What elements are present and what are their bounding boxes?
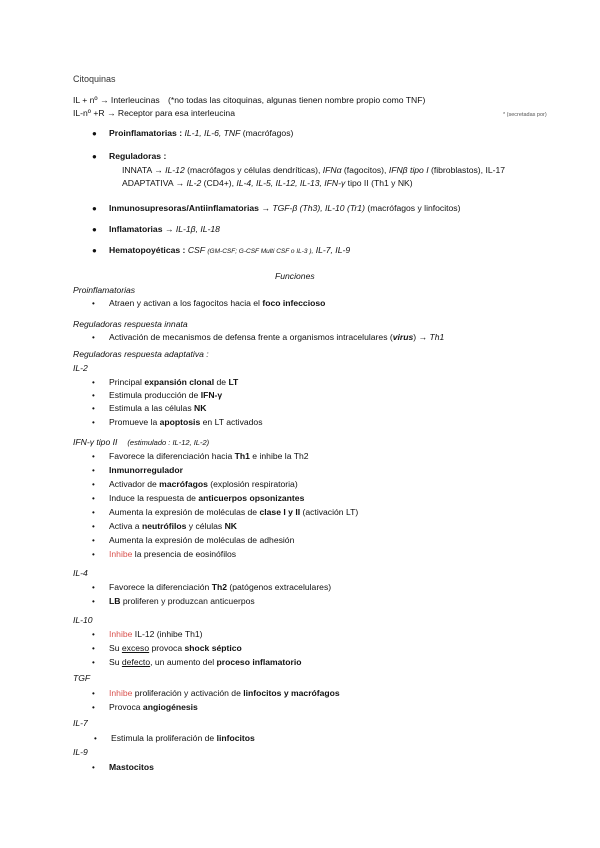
section-il2: IL-2 — [73, 363, 88, 373]
section-reguladoras-adaptativa: Reguladoras respuesta adaptativa : — [73, 349, 209, 359]
list-item: Activa a neutrófilos y células NK — [109, 521, 238, 531]
section-tgf: TGF — [73, 673, 91, 683]
section-il4: IL-4 — [73, 568, 88, 578]
section-il7: IL-7 — [73, 718, 88, 728]
bullet-icon: • — [92, 583, 95, 592]
list-item: Mastocitos — [109, 762, 154, 772]
section-il10: IL-10 — [73, 615, 93, 625]
list-item: Activación de mecanismos de defensa frente a organismos intracelulares (virus) → Th1 — [109, 332, 445, 342]
group-label: Proinflamatorias : — [109, 128, 183, 138]
bullet-icon: • — [92, 644, 95, 653]
reg-adaptativa-line: ADAPTATIVA → IL-2 (CD4+), IL-4, IL-5, IL-12, IL-13, IFN-γ tipo II (Th1 y NK) — [122, 178, 413, 188]
bullet-icon: • — [92, 333, 95, 342]
list-item: Inhibe IL-12 (inhibe Th1) — [109, 629, 203, 639]
bullet-icon: • — [92, 466, 95, 475]
list-item: Aumenta la expresión de moléculas de clase I y II (activación LT) — [109, 507, 359, 517]
bullet-icon: • — [92, 597, 95, 606]
bullet-icon: • — [92, 378, 95, 387]
bullet-icon: • — [92, 452, 95, 461]
intro-line-1-main: IL + nº → Interleucinas — [73, 95, 160, 105]
bullet-icon: • — [92, 391, 95, 400]
bullet-icon: • — [92, 522, 95, 531]
list-item: Favorece la diferenciación Th2 (patógenos extracelulares) — [109, 582, 332, 592]
intro-line-2: IL-nº +R → Receptor para esa interleucina — [73, 108, 235, 118]
bullet-icon: • — [92, 480, 95, 489]
bullet-icon: • — [92, 299, 95, 308]
list-item: Activador de macrófagos (explosión respiratoria) — [109, 479, 298, 489]
list-item: Estimula a las células NK — [109, 403, 207, 413]
list-item: Induce la respuesta de anticuerpos opsonizantes — [109, 493, 305, 503]
group-proinflamatorias — [109, 128, 293, 139]
bullet-icon: • — [92, 494, 95, 503]
bullet-icon: • — [92, 536, 95, 545]
bullet-icon: • — [92, 703, 95, 712]
group-inmunosupresoras: Inmunosupresoras/Antiinflamatorias → TGF-β (Th3), IL-10 (Tr1) (macrófagos y linfocitos) — [109, 203, 461, 213]
list-item: Estimula producción de IFN-γ — [109, 390, 223, 400]
intro-line-1 — [73, 95, 425, 106]
bullet-icon: • — [92, 508, 95, 517]
list-item: Inhibe la presencia de eosinófilos — [109, 549, 237, 559]
section-proinflamatorias: Proinflamatorias — [73, 285, 136, 295]
bullet-icon: • — [92, 550, 95, 559]
section-ifn: IFN-γ tipo II (estimulado : IL-12, IL-2) — [73, 437, 210, 447]
bullet-icon: • — [92, 630, 95, 639]
group-inflamatorias: Inflamatorias → IL-1β, IL-18 — [109, 224, 220, 234]
list-item: LB proliferen y produzcan anticuerpos — [109, 596, 255, 606]
group-reguladoras: Reguladoras : — [109, 151, 167, 161]
list-item: Promueve la apoptosis en LT activados — [109, 417, 263, 427]
list-item: Estimula la proliferación de linfocitos — [111, 733, 255, 743]
bullet-icon: • — [92, 404, 95, 413]
section-reguladoras-innata: Reguladoras respuesta innata — [73, 319, 188, 329]
bullet-icon: • — [92, 658, 95, 667]
bullet-icon: ● — [92, 152, 97, 161]
bullet-icon: ● — [92, 204, 97, 213]
bullet-icon: • — [92, 418, 95, 427]
reg-innata-line: INNATA → IL-12 (macrófagos y células dendríticas), IFNα (fagocitos), IFNβ tipo I (fibroblastos), IL-17 — [122, 165, 506, 175]
intro-line-1-note: (*no todas las citoquinas, algunas tienen nombre propio como TNF) — [168, 95, 426, 105]
list-item: Inmunorregulador — [109, 465, 184, 475]
list-item: Favorece la diferenciación hacia Th1 e inhibe la Th2 — [109, 451, 309, 461]
list-item: Provoca angiogénesis — [109, 702, 198, 712]
list-item: Atraen y activan a los fagocitos hacia el foco infeccioso — [109, 298, 326, 308]
group-items: IL-1, IL-6, TNF — [184, 128, 241, 138]
bullet-icon: • — [92, 689, 95, 698]
list-item: Su exceso provoca shock séptico — [109, 643, 242, 653]
list-item: Inhibe proliferación y activación de linfocitos y macrófagos — [109, 688, 340, 698]
bullet-icon: ● — [92, 246, 97, 255]
bullet-icon: • — [92, 763, 95, 772]
list-item: Principal expansión clonal de LT — [109, 377, 239, 387]
list-item: Su defecto, un aumento del proceso inflamatorio — [109, 657, 302, 667]
doc-title: Citoquinas — [73, 74, 116, 84]
group-extra: (macrófagos) — [242, 128, 294, 138]
group-hematopoyeticas: Hematopoyéticas : CSF (GM-CSF; G-CSF Multi CSF o IL-3 ), IL-7, IL-9 — [109, 245, 351, 255]
bullet-icon: • — [94, 734, 97, 743]
bullet-icon: ● — [92, 225, 97, 234]
bullet-icon: ● — [92, 129, 97, 138]
section-il9: IL-9 — [73, 747, 88, 757]
side-note: * (secretadas por) — [503, 112, 547, 118]
list-item: Aumenta la expresión de moléculas de adhesión — [109, 535, 295, 545]
funciones-heading: Funciones — [275, 271, 315, 281]
